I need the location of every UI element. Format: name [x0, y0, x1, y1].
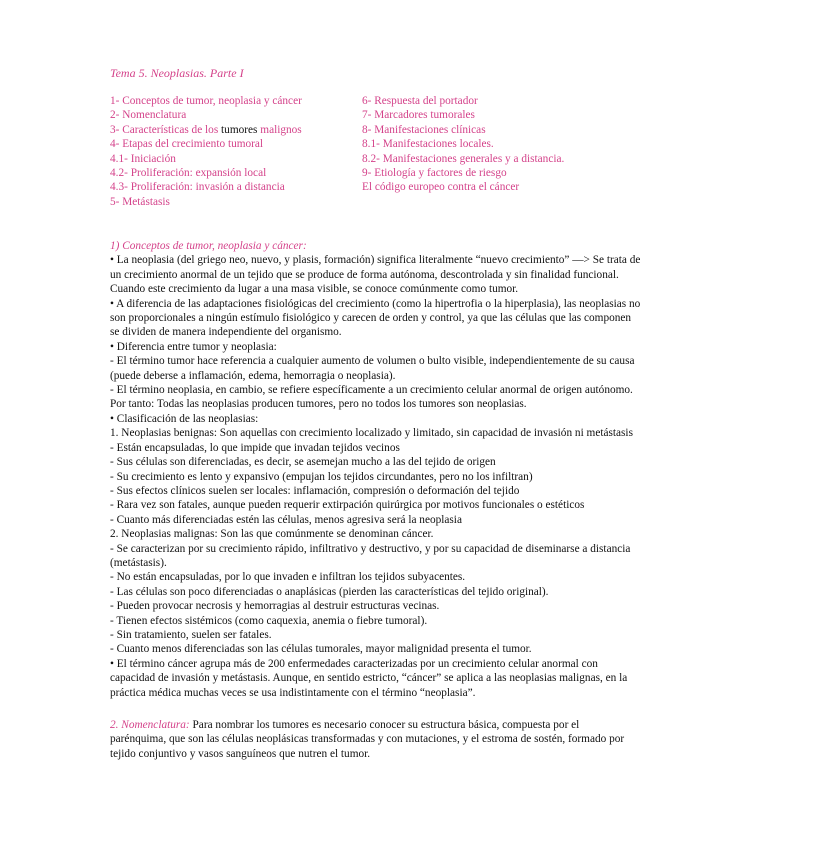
- section-2-heading: 2. Nomenclatura:: [110, 719, 190, 731]
- toc-item: [110, 108, 360, 122]
- body-line: práctica médica muchas veces se usa indistintamente con el término “neoplasia”.: [110, 686, 476, 699]
- body-line: capacidad de invasión y metástasis. Aunque, en sentido estricto, “cáncer” se aplica a las neoplasias malignas, en la: [110, 672, 628, 685]
- section-2-line: parénquima, que son las células neoplásicas transformadas y con mutaciones, y el estroma de sostén, formado por: [110, 733, 625, 746]
- body-line: son proporcionales a ningún estímulo fisiológico y carecen de orden y control, ya que las células que las componen: [110, 312, 632, 325]
- body-line: - Las células son poco diferenciadas o anaplásicas (pierden las características del tejido original).: [110, 585, 549, 598]
- toc-item-text: 4.1- Iniciación: [110, 152, 176, 165]
- toc-item: 8- Manifestaciones clínicas: [362, 123, 486, 136]
- toc-item-text: malignos: [257, 123, 302, 136]
- body-line: (puede deberse a inflamación, edema, hemorragia o neoplasia).: [110, 369, 396, 382]
- body-line: se dividen de manera independiente del organismo.: [110, 326, 342, 339]
- toc-right-column: [362, 94, 702, 195]
- body-line: (metástasis).: [110, 556, 167, 569]
- section-1-body: [110, 253, 710, 700]
- toc-item-text: 1- Conceptos de tumor, neoplasia y cáncer: [110, 95, 302, 107]
- body-line: - Se caracterizan por su crecimiento rápido, infiltrativo y destructivo, y por su capacidad de diseminarse a distancia: [110, 542, 631, 555]
- body-line: Por tanto: Todas las neoplasias producen tumores, pero no todos los tumores son neoplasias.: [110, 398, 527, 411]
- toc-item-text: 5- Metástasis: [110, 195, 170, 208]
- body-line: - El término tumor hace referencia a cualquier aumento de volumen o bulto visible, independientemente de su causa: [110, 355, 635, 368]
- body-line: - No están encapsuladas, por lo que invaden e infiltran los tejidos subyacentes.: [110, 571, 466, 584]
- body-line: Cuando este crecimiento da lugar a una masa visible, se conoce comúnmente como tumor.: [110, 283, 519, 296]
- toc-item: 8.2- Manifestaciones generales y a distancia.: [362, 152, 565, 165]
- body-line: - Tienen efectos sistémicos (como caquexia, anemia o fiebre tumoral).: [110, 614, 428, 627]
- body-line: un crecimiento anormal de un tejido que se produce de forma autónoma, descontrolada y sin finalidad funcional.: [110, 268, 619, 281]
- section-2-line: tejido conjuntivo y vasos sanguíneos que nutren el tumor.: [110, 747, 371, 760]
- body-line: • Clasificación de las neoplasias:: [110, 412, 259, 425]
- body-line: - Cuanto menos diferenciadas son las células tumorales, mayor malignidad presenta el tumor.: [110, 643, 532, 656]
- body-line: - Rara vez son fatales, aunque pueden requerir extirpación quirúrgica por motivos funcionales o estéticos: [110, 499, 585, 512]
- toc-item: El código europeo contra el cáncer: [362, 181, 520, 194]
- section-2-first-line: [110, 718, 710, 732]
- body-line: - Su crecimiento es lento y expansivo (empujan los tejidos circundantes, pero no los infiltran): [110, 470, 533, 483]
- body-line: - Sus células son diferenciadas, es decir, se asemejan mucho a las del tejido de origen: [110, 456, 496, 469]
- toc-item-text: 4.3- Proliferación: invasión a distancia: [110, 181, 285, 194]
- toc-item: [110, 123, 360, 137]
- toc-item: [110, 137, 360, 151]
- body-line: • A diferencia de las adaptaciones fisiológicas del crecimiento (como la hipertrofia o la hiperplasia), las neoplasias no: [110, 297, 641, 310]
- body-line: - Sus efectos clínicos suelen ser locales: inflamación, compresión o deformación del tejido: [110, 484, 520, 497]
- toc-item: [110, 94, 360, 108]
- body-line: 1. Neoplasias benignas: Son aquellas con crecimiento localizado y limitado, sin capacidad de invasión ni metástasis: [110, 427, 633, 440]
- body-line: - Están encapsuladas, lo que impide que invadan tejidos vecinos: [110, 441, 400, 454]
- document-title: Tema 5. Neoplasias. Parte I: [110, 66, 244, 80]
- body-line: 2. Neoplasias malignas: Son las que comúnmente se denominan cáncer.: [110, 528, 434, 541]
- toc-item-text: 2- Nomenclatura: [110, 109, 187, 122]
- table-of-contents: [110, 94, 710, 239]
- toc-left-column: [110, 94, 360, 209]
- toc-item: [110, 166, 360, 180]
- body-line: - Sin tratamiento, suelen ser fatales.: [110, 628, 272, 641]
- toc-item: [110, 152, 360, 166]
- section-2-line-0: Para nombrar los tumores es necesario conocer su estructura básica, compuesta por el: [189, 719, 580, 731]
- toc-item-text: tumores: [221, 123, 258, 136]
- section-1: [110, 239, 710, 700]
- section-1-heading: 1) Conceptos de tumor, neoplasia y cáncer:: [110, 240, 307, 252]
- body-line: • Diferencia entre tumor y neoplasia:: [110, 340, 277, 353]
- toc-item-text: 3- Características de los: [110, 123, 222, 136]
- section-2: [110, 718, 710, 761]
- toc-item: 9- Etiología y factores de riesgo: [362, 167, 507, 180]
- toc-item-text: 4.2- Proliferación: expansión local: [110, 167, 267, 180]
- body-line: - Cuanto más diferenciadas estén las células, menos agresiva será la neoplasia: [110, 513, 462, 526]
- body-line: - El término neoplasia, en cambio, se refiere específicamente a un crecimiento celular anormal de origen autónomo.: [110, 384, 633, 397]
- body-line: - Pueden provocar necrosis y hemorragias al destruir estructuras vecinas.: [110, 600, 440, 613]
- document-page: [110, 66, 710, 761]
- body-line: • El término cáncer agrupa más de 200 enfermedades caracterizadas por un crecimiento celular anormal con: [110, 657, 598, 670]
- toc-item: [110, 195, 360, 209]
- toc-item: 6- Respuesta del portador: [362, 95, 478, 107]
- toc-item: 7- Marcadores tumorales: [362, 109, 475, 122]
- toc-item-text: 4- Etapas del crecimiento tumoral: [110, 138, 264, 151]
- toc-item: [110, 180, 360, 194]
- body-line: • La neoplasia (del griego neo, nuevo, y plasis, formación) significa literalmente “nuevo crecimiento” —> Se trata de: [110, 254, 641, 267]
- toc-item: 8.1- Manifestaciones locales.: [362, 138, 494, 151]
